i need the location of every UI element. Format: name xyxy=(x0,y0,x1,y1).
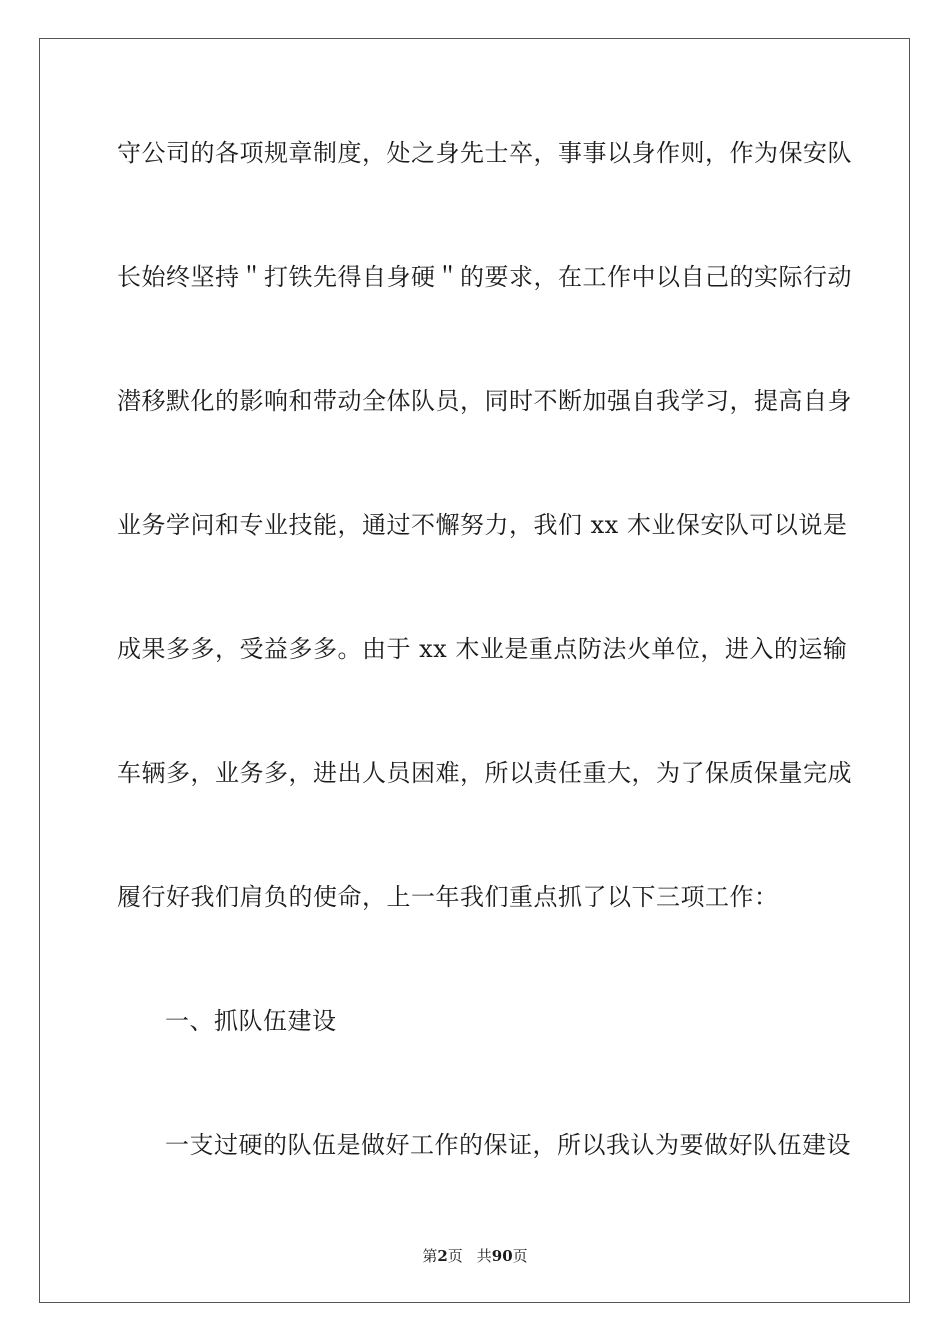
paragraph-line: 履行好我们肩负的使命，上一年我们重点抓了以下三项工作： xyxy=(117,883,779,911)
section-heading: 一、抓队伍建设 xyxy=(165,1007,337,1035)
paragraph-line: 潜移默化的影响和带动全体队员，同时不断加强自我学习，提高自身 xyxy=(117,387,852,415)
page-number: 2 xyxy=(437,1247,448,1265)
page-prefix: 第 xyxy=(422,1247,438,1265)
paragraph-line: 长始终坚持＂打铁先得自身硬＂的要求，在工作中以自己的实际行动 xyxy=(117,263,852,291)
total-pages: 90 xyxy=(491,1247,513,1265)
paragraph-line: 守公司的各项规章制度，处之身先士卒，事事以身作则，作为保安队 xyxy=(117,139,852,167)
paragraph-line: 一支过硬的队伍是做好工作的保证，所以我认为要做好队伍建设 xyxy=(165,1131,851,1159)
page-suffix: 页 xyxy=(447,1247,463,1265)
total-prefix: 共 xyxy=(476,1247,492,1265)
total-suffix: 页 xyxy=(512,1247,528,1265)
paragraph-line: 车辆多，业务多，进出人员困难，所以责任重大，为了保质保量完成 xyxy=(117,759,852,787)
page-footer xyxy=(0,1246,950,1266)
page-frame xyxy=(39,38,910,1303)
paragraph-line: 成果多多，受益多多。由于 xx 木业是重点防法火单位，进入的运输 xyxy=(117,635,848,663)
paragraph-line: 业务学问和专业技能，通过不懈努力，我们 xx 木业保安队可以说是 xyxy=(117,511,848,539)
